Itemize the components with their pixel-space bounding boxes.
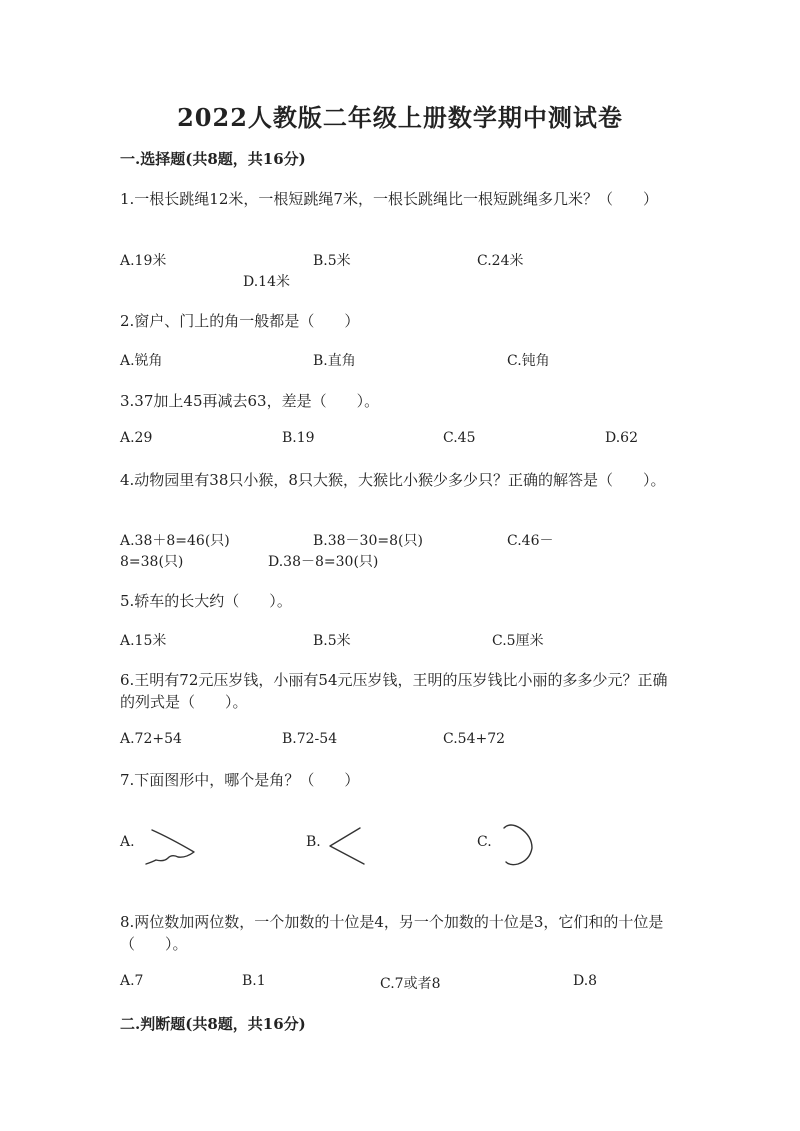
q8-option-b[interactable]: B.1 <box>242 973 266 989</box>
q7-figure-b <box>322 822 368 868</box>
section-heading-judgement: 二.判断题(共8题，共16分) <box>120 1015 306 1033</box>
q7-option-c[interactable]: C. <box>477 834 492 850</box>
q2-option-b[interactable]: B.直角 <box>313 353 356 369</box>
q3-option-d[interactable]: D.62 <box>605 430 638 446</box>
q4-option-c-continued: 8=38(只) <box>120 554 184 570</box>
q3-option-a[interactable]: A.29 <box>120 430 153 446</box>
q2-option-a[interactable]: A.锐角 <box>120 353 163 369</box>
q8-option-d[interactable]: D.8 <box>573 973 598 989</box>
q5-option-b[interactable]: B.5米 <box>313 633 351 649</box>
q8-option-c[interactable]: C.7或者8 <box>380 976 441 992</box>
q7-option-b[interactable]: B. <box>306 834 321 850</box>
question-1: 1.一根长跳绳12米，一根短跳绳7米，一根长跳绳比一根短跳绳多几米？（ ） <box>120 190 658 208</box>
q7-figure-c <box>496 820 542 870</box>
q6-option-b[interactable]: B.72-54 <box>282 731 338 747</box>
q8-option-a[interactable]: A.7 <box>120 973 144 989</box>
q6-option-a[interactable]: A.72+54 <box>120 731 182 747</box>
q5-option-a[interactable]: A.15米 <box>120 633 167 649</box>
q5-option-c[interactable]: C.5厘米 <box>492 633 544 649</box>
question-5: 5.轿车的长大约（ ）。 <box>120 592 292 610</box>
q1-option-b[interactable]: B.5米 <box>313 253 351 269</box>
question-8: 8.两位数加两位数，一个加数的十位是4，另一个加数的十位是3，它们和的十位是（ ）。 <box>120 913 664 953</box>
question-6: 6.王明有72元压岁钱，小丽有54元压岁钱，王明的压岁钱比小丽的多多少元？正确的列式是（ ）。 <box>120 671 668 711</box>
q4-option-c[interactable]: C.46－ <box>507 533 554 549</box>
q4-option-b[interactable]: B.38－30=8(只) <box>313 533 423 549</box>
q3-option-b[interactable]: B.19 <box>282 430 315 446</box>
q6-option-c[interactable]: C.54+72 <box>443 731 506 747</box>
q4-option-d[interactable]: D.38－8=30(只) <box>268 554 379 570</box>
q1-option-a[interactable]: A.19米 <box>120 253 167 269</box>
section-heading-choice: 一.选择题(共8题，共16分) <box>120 150 306 168</box>
question-3: 3.37加上45再减去63，差是（ ）。 <box>120 392 380 410</box>
question-4: 4.动物园里有38只小猴，8只大猴，大猴比小猴少多少只？正确的解答是（ ）。 <box>120 471 666 489</box>
page-title: 2022人教版二年级上册数学期中测试卷 <box>177 103 623 132</box>
q7-option-a[interactable]: A. <box>120 834 135 850</box>
q1-option-d[interactable]: D.14米 <box>243 274 290 290</box>
q1-option-c[interactable]: C.24米 <box>477 253 524 269</box>
q3-option-c[interactable]: C.45 <box>443 430 476 446</box>
q2-option-c[interactable]: C.钝角 <box>507 353 550 369</box>
q7-figure-a <box>142 824 202 870</box>
q4-option-a[interactable]: A.38＋8=46(只) <box>120 533 230 549</box>
question-2: 2.窗户、门上的角一般都是（ ） <box>120 312 360 330</box>
question-7: 7.下面图形中，哪个是角？（ ） <box>120 771 360 789</box>
